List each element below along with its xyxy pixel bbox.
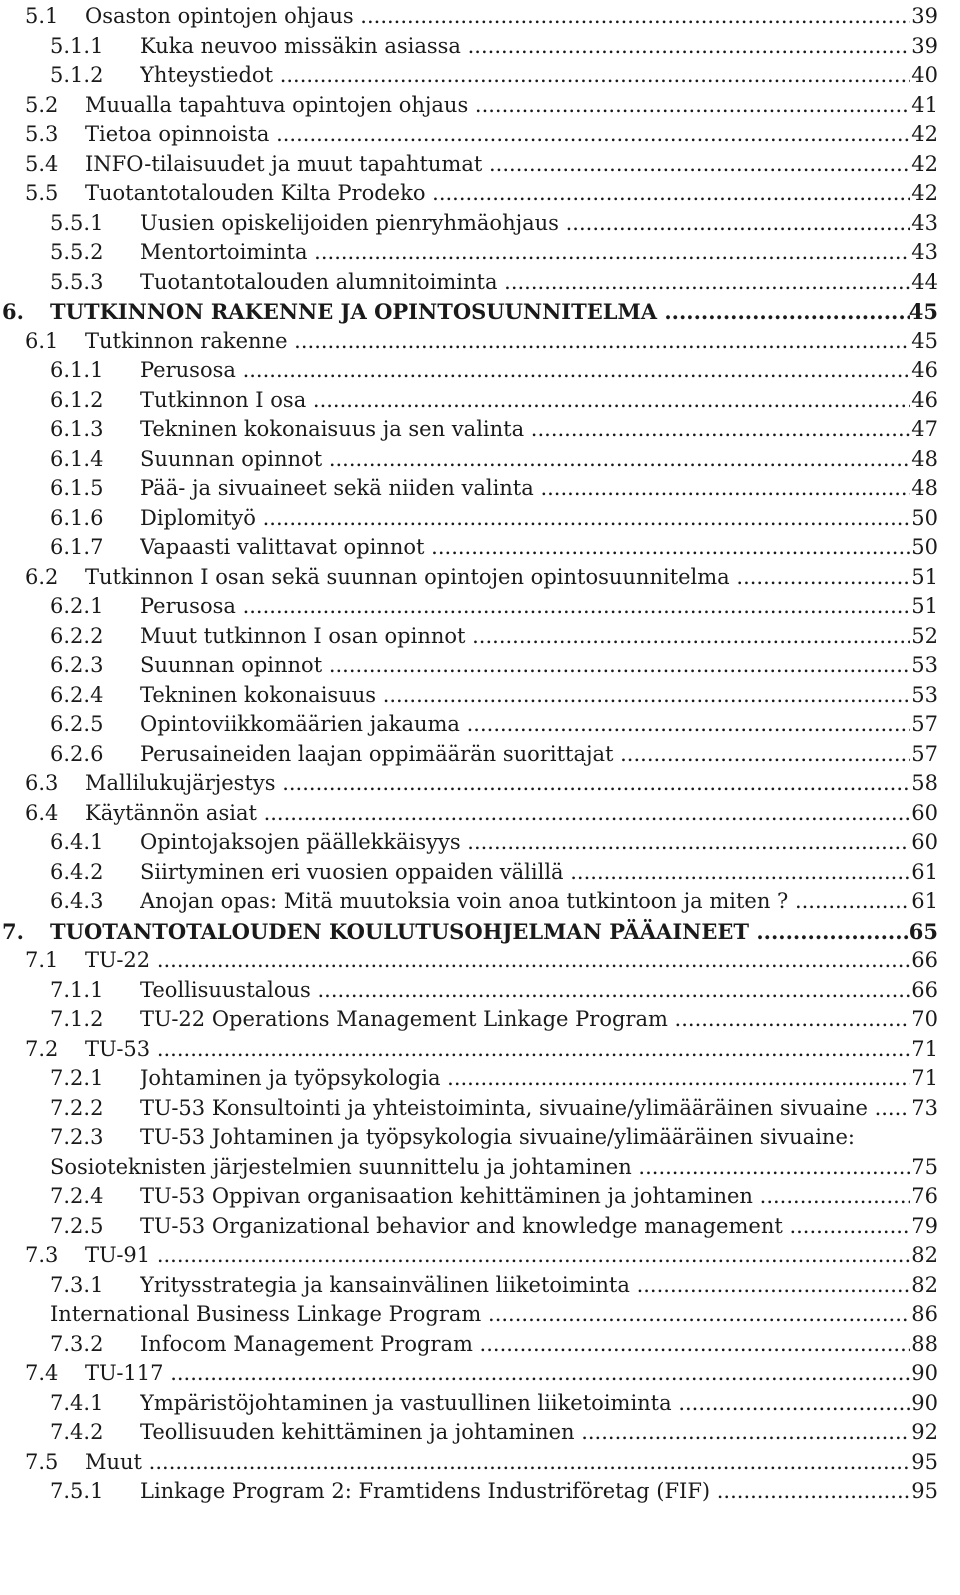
toc-entry-title: TUOTANTOTALOUDEN KOULUTUSOHJELMAN PÄÄAINEET ..... xyxy=(50,917,910,947)
toc-entry[interactable] xyxy=(0,91,960,121)
toc-entry-number: 7.1.1 xyxy=(50,977,104,1002)
toc-entry-number: 6.1.7 xyxy=(50,535,104,559)
toc-entry[interactable] xyxy=(0,946,960,976)
toc-entry-number: 7.4 xyxy=(25,1361,59,1385)
toc-entry-number: 7.2.1 xyxy=(50,1066,104,1090)
toc-entry-number: 6.1.5 xyxy=(50,476,104,500)
toc-entry-title: Perusosa ..... xyxy=(140,592,910,622)
toc-entry-page: 46 xyxy=(911,358,938,382)
toc-entry-number: 6.1.2 xyxy=(50,387,104,412)
toc-entry-title: INFO-tilaisuudet ja muut tapahtumat ..... xyxy=(85,150,910,180)
toc-entry-page: 88 xyxy=(911,1331,938,1356)
toc-entry[interactable] xyxy=(0,976,960,1006)
toc-entry-number: 6.4.3 xyxy=(50,889,104,913)
toc-entry-number: 7.2.3 xyxy=(50,1125,104,1149)
toc-entry[interactable] xyxy=(0,504,960,534)
toc-entry-title: Tuotantotalouden Kilta Prodeko ..... xyxy=(85,179,910,209)
toc-entry-title: Anojan opas: Mitä muutoksia voin anoa tutkintoon ja miten ? ..... xyxy=(140,887,910,917)
toc-entry-title: Johtaminen ja työpsykologia ..... xyxy=(140,1064,910,1094)
toc-entry[interactable] xyxy=(0,179,960,209)
toc-entry[interactable] xyxy=(0,386,960,416)
toc-entry-title: Perusaineiden laajan oppimäärän suorittajat ..... xyxy=(140,740,910,770)
toc-entry-title: Käytännön asiat ..... xyxy=(85,799,910,829)
toc-entry-title: TU-53 Johtaminen ja työpsykologia sivuaine/ylimääräinen sivuaine: xyxy=(140,1125,855,1149)
toc-entry-page: 51 xyxy=(911,594,938,618)
toc-entry-title: Mallilukujärjestys ..... xyxy=(85,769,910,799)
toc-entry-title: Opintojaksojen päällekkäisyys ..... xyxy=(140,828,910,858)
toc-entry-number: 7.2.5 xyxy=(50,1213,104,1238)
toc-entry-number: 6.2.4 xyxy=(50,682,104,707)
toc-entry-number: 6.1.1 xyxy=(50,358,104,382)
toc-entry[interactable] xyxy=(0,1094,960,1124)
toc-entry-title: Tuotantotalouden alumnitoiminta ..... xyxy=(140,268,910,298)
toc-entry[interactable] xyxy=(0,917,960,947)
toc-entry[interactable] xyxy=(0,445,960,475)
toc-entry-page: 42 xyxy=(911,151,938,176)
toc-entry-number: 7. xyxy=(2,918,24,944)
toc-entry[interactable] xyxy=(0,474,960,504)
toc-entry-title: Tekninen kokonaisuus ..... xyxy=(140,681,910,711)
toc-entry-number: 7.4.1 xyxy=(50,1390,104,1415)
toc-entry-page: 46 xyxy=(911,387,938,412)
toc-entry-page: 70 xyxy=(911,1007,938,1031)
toc-entry-number: 5.4 xyxy=(25,151,59,176)
toc-entry[interactable] xyxy=(0,415,960,445)
toc-entry-title: Tutkinnon rakenne ..... xyxy=(85,327,910,357)
toc-entry[interactable] xyxy=(0,120,960,150)
toc-entry[interactable] xyxy=(0,1182,960,1212)
toc-entry[interactable] xyxy=(0,356,960,386)
toc-entry-page: 39 xyxy=(911,4,938,28)
toc-entry-title: TU-53 ..... xyxy=(85,1035,910,1065)
toc-entry[interactable] xyxy=(0,238,960,268)
toc-entry[interactable] xyxy=(0,327,960,357)
toc-entry-title: Vapaasti valittavat opinnot ..... xyxy=(140,533,910,563)
toc-entry-title: TUTKINNON RAKENNE JA OPINTOSUUNNITELMA ..... xyxy=(50,297,910,327)
toc-entry-page: 60 xyxy=(911,830,938,854)
toc-entry-page: 53 xyxy=(911,653,938,677)
toc-entry[interactable] xyxy=(0,1330,960,1360)
toc-entry-number: 7.5 xyxy=(25,1449,59,1474)
toc-entry-page: 45 xyxy=(911,328,938,353)
toc-entry-number: 7.2.4 xyxy=(50,1184,104,1208)
toc-entry-page: 41 xyxy=(911,92,938,117)
toc-entry-title: Tietoa opinnoista ..... xyxy=(85,120,910,150)
toc-entry-title: Tutkinnon I osan sekä suunnan opintojen opintosuunnitelma ..... xyxy=(85,563,910,593)
toc-entry-title: Ympäristöjohtaminen ja vastuullinen liiketoiminta ..... xyxy=(140,1389,910,1419)
toc-entry-number: 6.4 xyxy=(25,800,59,825)
toc-entry[interactable] xyxy=(0,150,960,180)
toc-entry-number: 7.3.1 xyxy=(50,1272,104,1297)
toc-entry[interactable] xyxy=(0,1271,960,1301)
toc-entry-page: 65 xyxy=(908,918,938,944)
toc-entry-title: TU-53 Organizational behavior and knowledge management ..... xyxy=(140,1212,910,1242)
toc-entry-page: 90 xyxy=(911,1390,938,1415)
toc-entry-page: 39 xyxy=(911,33,938,58)
toc-entry-title: Kuka neuvoo missäkin asiassa ..... xyxy=(140,32,910,62)
toc-entry-title: TU-117 ..... xyxy=(85,1359,910,1389)
toc-entry[interactable] xyxy=(0,769,960,799)
toc-entry-page: 95 xyxy=(911,1479,938,1503)
toc-entry-number: 6.2.5 xyxy=(50,712,104,736)
toc-entry-page: 42 xyxy=(911,181,938,205)
toc-entry[interactable] xyxy=(0,1448,960,1478)
toc-entry-number: 7.2 xyxy=(25,1036,59,1061)
toc-entry-title: Infocom Management Program ..... xyxy=(140,1330,910,1360)
toc-entry-number: 6. xyxy=(2,299,24,324)
toc-entry[interactable] xyxy=(0,651,960,681)
toc-entry-number: 6.3 xyxy=(25,771,59,795)
toc-entry-number: 6.1 xyxy=(25,328,59,353)
toc-entry-page: 82 xyxy=(911,1243,938,1267)
toc-entry-title: Siirtyminen eri vuosien oppaiden välillä ..... xyxy=(140,858,910,888)
toc-entry-title: Yritysstrategia ja kansainvälinen liiketoiminta ..... xyxy=(140,1271,910,1301)
toc-entry-number: 5.1.2 xyxy=(50,63,104,87)
toc-entry[interactable] xyxy=(0,563,960,593)
toc-entry-page: 57 xyxy=(911,712,938,736)
toc-entry-page: 61 xyxy=(911,859,938,884)
toc-entry-page: 79 xyxy=(911,1213,938,1238)
toc-entry-title: TU-53 Oppivan organisaation kehittäminen ja johtaminen ..... xyxy=(140,1182,910,1212)
toc-entry-page: 60 xyxy=(911,800,938,825)
toc-entry-page: 95 xyxy=(911,1449,938,1474)
toc-entry-title: Muut tutkinnon I osan opinnot ..... xyxy=(140,622,910,652)
toc-entry-title: Teollisuustalous ..... xyxy=(140,976,910,1006)
toc-entry-number: 5.5.2 xyxy=(50,240,104,264)
toc-entry-number: 6.2.2 xyxy=(50,623,104,648)
toc-entry-title: Suunnan opinnot ..... xyxy=(140,651,910,681)
toc-entry-page: 50 xyxy=(911,535,938,559)
toc-entry-page: 73 xyxy=(911,1095,938,1120)
toc-entry-page: 71 xyxy=(911,1066,938,1090)
toc-entry-number: 5.5 xyxy=(25,181,59,205)
toc-entry-number: 5.3 xyxy=(25,122,59,146)
toc-entry[interactable] xyxy=(0,858,960,888)
toc-entry-title: Sosioteknisten järjestelmien suunnittelu ja johtaminen ..... xyxy=(50,1153,910,1183)
toc-entry-title: Uusien opiskelijoiden pienryhmäohjaus ..... xyxy=(140,209,910,239)
toc-entry[interactable] xyxy=(0,887,960,917)
toc-entry-number: 5.5.1 xyxy=(50,210,104,235)
toc-entry[interactable] xyxy=(0,209,960,239)
toc-entry[interactable] xyxy=(0,1418,960,1448)
toc-entry-page: 66 xyxy=(911,977,938,1002)
toc-entry-number: 7.2.2 xyxy=(50,1095,104,1120)
toc-entry-title: Mentortoiminta ..... xyxy=(140,238,910,268)
toc-entry-page: 92 xyxy=(911,1420,938,1444)
toc-entry-title: Tutkinnon I osa ..... xyxy=(140,386,910,416)
toc-entry[interactable] xyxy=(0,32,960,62)
toc-entry[interactable] xyxy=(0,1064,960,1094)
toc-entry[interactable] xyxy=(0,297,960,327)
toc-entry-title: TU-22 Operations Management Linkage Program ..... xyxy=(140,1005,910,1035)
toc-entry-title: Muut ..... xyxy=(85,1448,910,1478)
toc-entry[interactable] xyxy=(0,1359,960,1389)
toc-entry-number: 6.1.4 xyxy=(50,446,104,471)
toc-entry-number: 7.3.2 xyxy=(50,1331,104,1356)
toc-entry-page: 57 xyxy=(911,741,938,766)
toc-entry-page: 45 xyxy=(908,299,938,324)
toc-entry[interactable] xyxy=(0,622,960,652)
toc-entry-page: 43 xyxy=(911,210,938,235)
toc-entry-page: 71 xyxy=(911,1036,938,1061)
toc-entry-number: 7.1 xyxy=(25,948,59,972)
toc-entry[interactable] xyxy=(0,592,960,622)
toc-entry-page: 40 xyxy=(911,63,938,87)
toc-entry[interactable] xyxy=(0,1153,960,1183)
toc-entry-title: Teollisuuden kehittäminen ja johtaminen ..... xyxy=(140,1418,910,1448)
toc-entry-page: 66 xyxy=(911,948,938,972)
toc-entry-page: 53 xyxy=(911,682,938,707)
toc-entry-number: 5.2 xyxy=(25,92,59,117)
toc-entry-title: Muualla tapahtuva opintojen ohjaus ..... xyxy=(85,91,910,121)
toc-entry-number: 6.4.1 xyxy=(50,830,104,854)
toc-entry[interactable] xyxy=(0,710,960,740)
toc-entry-number: 7.4.2 xyxy=(50,1420,104,1444)
toc-entry-title: Osaston opintojen ohjaus ..... xyxy=(85,2,910,32)
toc-entry-page: 52 xyxy=(911,623,938,648)
toc-entry-number: 5.1 xyxy=(25,4,59,28)
toc-entry-title: Pää- ja sivuaineet sekä niiden valinta ..... xyxy=(140,474,910,504)
toc-entry-number: 6.2.3 xyxy=(50,653,104,677)
toc-entry-title: TU-53 Konsultointi ja yhteistoiminta, sivuaine/ylimääräinen sivuaine ..... xyxy=(140,1094,910,1124)
toc-entry[interactable] xyxy=(0,1389,960,1419)
toc-entry[interactable] xyxy=(0,740,960,770)
toc-entry-page: 50 xyxy=(911,505,938,530)
toc-entry-page: 47 xyxy=(911,417,938,441)
toc-entry-page: 86 xyxy=(911,1302,938,1326)
toc-entry-page: 58 xyxy=(911,771,938,795)
toc-entry-number: 6.4.2 xyxy=(50,859,104,884)
toc-entry-number: 6.1.6 xyxy=(50,505,104,530)
toc-entry-page: 90 xyxy=(911,1361,938,1385)
toc-entry-number: 6.2.1 xyxy=(50,594,104,618)
toc-entry-title: Opintoviikkomäärien jakauma ..... xyxy=(140,710,910,740)
toc-entry[interactable] xyxy=(0,1241,960,1271)
toc-entry-page: 76 xyxy=(911,1184,938,1208)
toc-entry-title: Perusosa ..... xyxy=(140,356,910,386)
toc-entry[interactable] xyxy=(0,828,960,858)
toc-entry-number: 7.3 xyxy=(25,1243,59,1267)
toc-entry[interactable] xyxy=(0,1212,960,1242)
toc-entry-page: 51 xyxy=(911,564,938,589)
toc-entry-page: 42 xyxy=(911,122,938,146)
toc-entry-page: 48 xyxy=(911,446,938,471)
toc-entry-number: 6.2.6 xyxy=(50,741,104,766)
toc-entry-title: Suunnan opinnot ..... xyxy=(140,445,910,475)
toc-entry[interactable] xyxy=(0,799,960,829)
toc-entry-number: 5.5.3 xyxy=(50,269,104,294)
toc-entry-title: Yhteystiedot ..... xyxy=(140,61,910,91)
toc-entry-title: Diplomityö ..... xyxy=(140,504,910,534)
toc-entry-page: 44 xyxy=(911,269,938,294)
toc-entry[interactable] xyxy=(0,1005,960,1035)
toc-entry-number: 7.1.2 xyxy=(50,1007,104,1031)
toc-entry-number: 5.1.1 xyxy=(50,33,104,58)
toc-entry-title: Tekninen kokonaisuus ja sen valinta ..... xyxy=(140,415,910,445)
toc-entry[interactable] xyxy=(0,2,960,32)
toc-entry-number: 6.1.3 xyxy=(50,417,104,441)
toc-entry-title: TU-91 ..... xyxy=(85,1241,910,1271)
toc-entry[interactable] xyxy=(0,1300,960,1330)
toc-entry[interactable] xyxy=(0,1123,960,1153)
toc-entry-number: 6.2 xyxy=(25,564,59,589)
toc-entry-page: 48 xyxy=(911,476,938,500)
toc-entry-page: 75 xyxy=(911,1154,938,1179)
toc-entry[interactable] xyxy=(0,268,960,298)
toc-entry-page: 61 xyxy=(911,889,938,913)
toc-entry-title: Linkage Program 2: Framtidens Industriföretag (FIF) ..... xyxy=(140,1477,910,1507)
toc-entry[interactable] xyxy=(0,1477,960,1507)
toc-entry-number: 7.5.1 xyxy=(50,1479,104,1503)
toc-entry[interactable] xyxy=(0,61,960,91)
toc-entry-page: 43 xyxy=(911,240,938,264)
toc-entry[interactable] xyxy=(0,533,960,563)
toc-entry-page: 82 xyxy=(911,1272,938,1297)
toc-entry-title: TU-22 ..... xyxy=(85,946,910,976)
toc-entry-title: International Business Linkage Program ..... xyxy=(50,1300,910,1330)
toc-entry[interactable] xyxy=(0,681,960,711)
toc-entry[interactable] xyxy=(0,1035,960,1065)
